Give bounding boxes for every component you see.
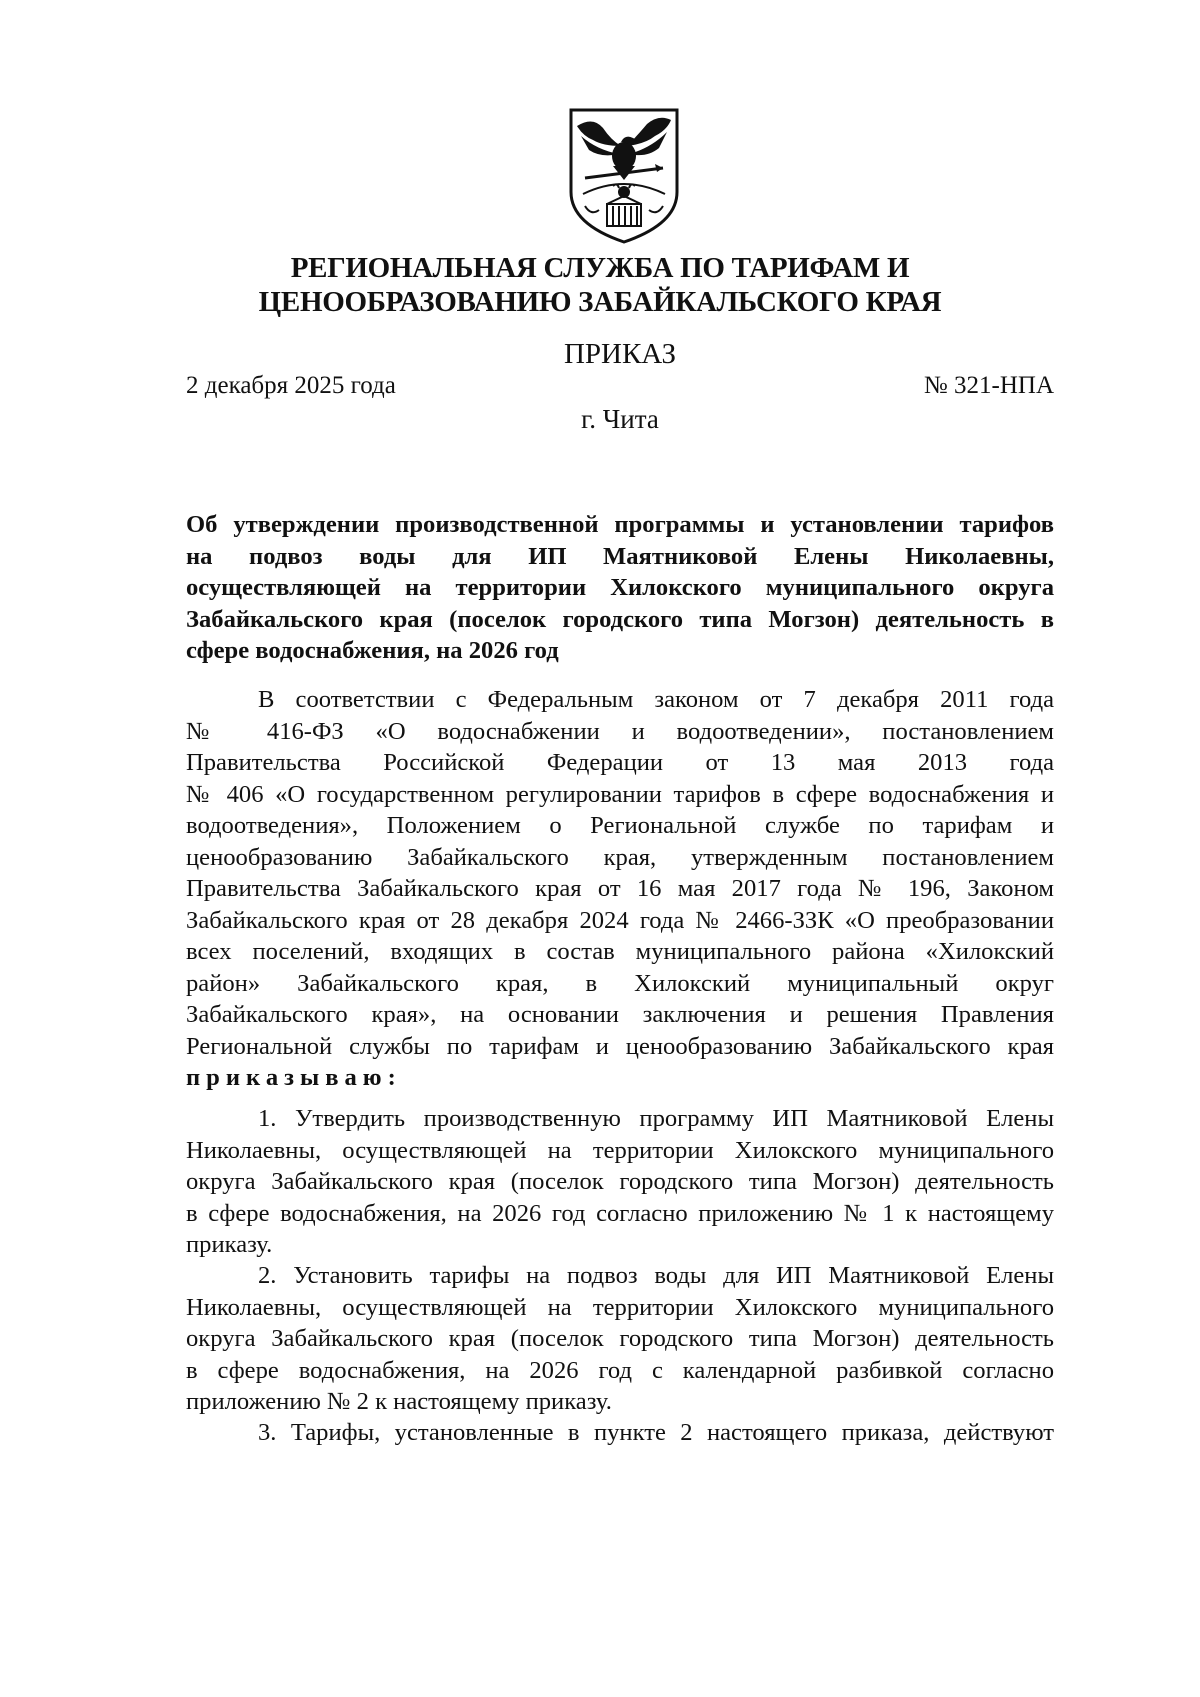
item-line: 2. Установить тарифы на подвоз воды для ИП Маятниковой Елены bbox=[258, 1262, 1054, 1289]
preamble-line: Забайкальского края от 28 декабря 2024 года № 2466-ЗЗК «О преобразовании bbox=[186, 906, 1054, 934]
coat-of-arms-icon bbox=[563, 106, 685, 246]
preamble-line: ценообразованию Забайкальского края, утвержденным постановлением bbox=[186, 843, 1054, 871]
item-line: 1. Утвердить производственную программу ИП Маятниковой Елены bbox=[258, 1105, 1054, 1132]
preamble-line: всех поселений, входящих в состав муниципального района «Хилокский bbox=[186, 938, 1054, 965]
document-type: ПРИКАЗ bbox=[563, 338, 677, 370]
order-word: приказываю: bbox=[186, 1064, 402, 1091]
document-subject bbox=[186, 509, 1054, 667]
item-line: Николаевны, осуществляющей на территории Хилокского муниципального bbox=[186, 1136, 1054, 1164]
preamble-paragraph bbox=[186, 684, 1054, 1094]
item-line: округа Забайкальского края (поселок городского типа Могзон) деятельность bbox=[186, 1168, 1054, 1195]
item-line: в сфере водоснабжения, на 2026 год с календарной разбивкой согласно bbox=[186, 1356, 1054, 1384]
document-city: г. Чита bbox=[581, 404, 659, 434]
subject-line: Об утверждении производственной программы и установлении тарифов bbox=[186, 511, 1054, 538]
order-item-3 bbox=[186, 1417, 1054, 1449]
subject-line: Забайкальского края (поселок городского типа Могзон) деятельность в bbox=[186, 605, 1054, 633]
preamble-line: Правительства Забайкальского края от 16 мая 2017 года № 196, Законом bbox=[186, 875, 1054, 902]
item-line: приложению № 2 к настоящему приказу. bbox=[186, 1388, 612, 1415]
subject-line: на подвоз воды для ИП Маятниковой Елены Николаевны, bbox=[186, 542, 1054, 570]
preamble-line: В соответствии с Федеральным законом от 7 декабря 2011 года bbox=[258, 686, 1054, 713]
preamble-line: № 406 «О государственном регулировании тарифов в сфере водоснабжения и bbox=[186, 780, 1054, 808]
order-item-2 bbox=[186, 1260, 1054, 1418]
preamble-line: водоотведения», Положением о Региональной службе по тарифам и bbox=[186, 812, 1054, 839]
item-line: 3. Тарифы, установленные в пункте 2 настоящего приказа, действуют bbox=[258, 1419, 1054, 1446]
document-date: 2 декабря 2025 года bbox=[186, 372, 396, 399]
subject-line: осуществляющей на территории Хилокского муниципального округа bbox=[186, 574, 1054, 602]
item-line: приказу. bbox=[186, 1231, 273, 1258]
item-line: округа Забайкальского края (поселок городского типа Могзон) деятельность bbox=[186, 1325, 1054, 1352]
item-line: Николаевны, осуществляющей на территории Хилокского муниципального bbox=[186, 1293, 1054, 1321]
order-item-1 bbox=[186, 1103, 1054, 1261]
preamble-line: район» Забайкальского края, в Хилокский муниципальный округ bbox=[186, 969, 1054, 997]
preamble-line: Региональной службы по тарифам и ценообразованию Забайкальского края bbox=[186, 1032, 1054, 1060]
preamble-line: Забайкальского края», на основании заключения и решения Правления bbox=[186, 1001, 1054, 1028]
organization-title-line-2: ЦЕНООБРАЗОВАНИЮ ЗАБАЙКАЛЬСКОГО КРАЯ bbox=[258, 286, 942, 318]
subject-line: сфере водоснабжения, на 2026 год bbox=[186, 637, 559, 665]
preamble-line: № 416-ФЗ «О водоснабжении и водоотведении», постановлением bbox=[186, 717, 1054, 745]
preamble-line: Правительства Российской Федерации от 13 мая 2013 года bbox=[186, 749, 1054, 776]
organization-title-line-1: РЕГИОНАЛЬНАЯ СЛУЖБА ПО ТАРИФАМ И bbox=[290, 252, 910, 284]
document-number: № 321-НПА bbox=[923, 372, 1054, 399]
item-line: в сфере водоснабжения, на 2026 год согласно приложению № 1 к настоящему bbox=[186, 1199, 1054, 1227]
